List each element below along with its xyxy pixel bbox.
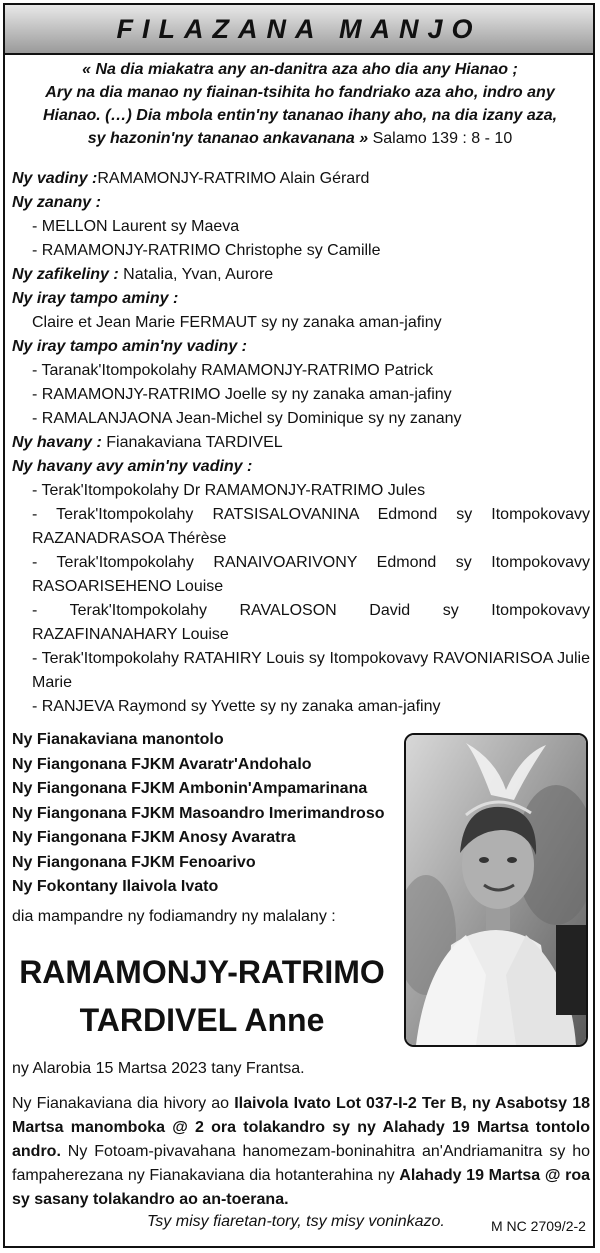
notice-header bbox=[5, 5, 593, 55]
spouse-relative-entry: - Terak'Itompokolahy Dr RAMAMONJY-RATRIMO Jules bbox=[32, 482, 426, 499]
bible-quote bbox=[12, 58, 588, 150]
details-text: Ny Fianakaviana dia hivory ao bbox=[12, 1095, 235, 1112]
children-label: Ny zanany : bbox=[12, 194, 101, 211]
organization-entry: Ny Fokontany Ilaivola Ivato bbox=[12, 878, 219, 895]
organization-entry: Ny Fiangonana FJKM Ambonin'Ampamarinana bbox=[12, 780, 368, 797]
deceased-name-line2: TARDIVEL Anne bbox=[79, 1002, 325, 1038]
siblings-label: Ny iray tampo aminy : bbox=[12, 290, 179, 307]
family-list bbox=[12, 167, 590, 719]
notice-title: FILAZANA MANJO bbox=[116, 13, 482, 44]
husband-label: Ny vadiny : bbox=[12, 170, 98, 187]
relatives-label: Ny havany : bbox=[12, 434, 102, 451]
grandchildren-label: Ny zafikeliny : bbox=[12, 266, 119, 283]
husband-name: RAMAMONJY-RATRIMO Alain Gérard bbox=[97, 170, 370, 187]
spouse-siblings-label: Ny iray tampo amin'ny vadiny : bbox=[12, 338, 247, 355]
spouse-relative-entry: - Terak'Itompokolahy RATSISALOVANINA Edmond sy Itompokovavy RAZANADRASOA Thérèse bbox=[32, 506, 590, 547]
spouse-sibling-entry: - RAMALANJAONA Jean-Michel sy Dominique sy ny zanany bbox=[32, 410, 462, 427]
funeral-details bbox=[12, 1092, 590, 1212]
quote-line: Hianao. (…) Dia mbola entin'ny tananao ihany aho, na dia izany aza, bbox=[42, 107, 558, 124]
spouse-relative-entry: - Terak'Itompokolahy RATAHIRY Louis sy Itompokovavy RAVONIARISOA Julie Marie bbox=[32, 650, 590, 691]
details-bold: Alahady 19 Martsa @ roa sy sasany tolakandro ao an-toerana. bbox=[12, 1167, 590, 1208]
organization-entry: Ny Fianakaviana manontolo bbox=[12, 731, 224, 748]
announcement-lead: dia mampandre ny fodiamandry ny malalany : bbox=[12, 908, 336, 925]
spouse-relatives-label: Ny havany avy amin'ny vadiny : bbox=[12, 458, 253, 475]
spouse-relative-entry: - Terak'Itompokolahy RAVALOSON David sy Itompokovavy RAZAFINANAHARY Louise bbox=[32, 602, 590, 643]
details-bold: Ilaivola Ivato Lot 037-I-2 Ter B, ny Asabotsy 18 Martsa manomboka @ 2 ora tolakandro sy ny Alahady 19 Martsa tontolo andro. bbox=[12, 1095, 591, 1160]
quote-reference: Salamo 139 : 8 - 10 bbox=[372, 130, 513, 147]
relatives-names: Fianakaviana TARDIVEL bbox=[106, 434, 283, 451]
spouse-sibling-entry: - Taranak'Itompokolahy RAMAMONJY-RATRIMO Patrick bbox=[32, 362, 434, 379]
closing-note: Tsy misy fiaretan-tory, tsy misy voninkazo. bbox=[147, 1213, 445, 1230]
organization-entry: Ny Fiangonana FJKM Fenoarivo bbox=[12, 853, 256, 871]
reference-code: M NC 2709/2-2 bbox=[491, 1218, 586, 1234]
spouse-relative-entry: - RANJEVA Raymond sy Yvette sy ny zanaka aman-jafiny bbox=[32, 698, 441, 715]
spouse-sibling-entry: - RAMAMONJY-RATRIMO Joelle sy ny zanaka aman-jafiny bbox=[32, 386, 452, 403]
deceased-name-line1: RAMAMONJY-RATRIMO bbox=[19, 954, 385, 990]
quote-line: sy hazonin'ny tananao ankavanana » bbox=[87, 130, 369, 147]
organization-entry: Ny Fiangonana FJKM Avaratr'Andohalo bbox=[12, 755, 312, 773]
portrait-photo bbox=[404, 733, 588, 1047]
portrait-image bbox=[406, 735, 586, 1045]
child-entry: - MELLON Laurent sy Maeva bbox=[32, 218, 240, 235]
sibling-entry: Claire et Jean Marie FERMAUT sy ny zanaka aman-jafiny bbox=[32, 314, 442, 331]
child-entry: - RAMAMONJY-RATRIMO Christophe sy Camille bbox=[32, 242, 381, 259]
grandchildren-names: Natalia, Yvan, Aurore bbox=[123, 266, 274, 283]
quote-line: Ary na dia manao ny fiainan-tsihita ho fandriako aza aho, indro any bbox=[45, 84, 555, 101]
organization-entry: Ny Fiangonana FJKM Anosy Avaratra bbox=[12, 829, 296, 846]
details-text: Ny Fotoam-pivavahana hanomezam-boninahitra an'Andriamanitra sy ho fampaherezana ny Fianakaviana dia hotanterahina ny bbox=[12, 1143, 590, 1184]
organizations-list bbox=[12, 728, 385, 900]
organization-entry: Ny Fiangonana FJKM Masoandro Imerimandroso bbox=[12, 804, 385, 822]
spouse-relative-entry: - Terak'Itompokolahy RANAIVOARIVONY Edmond sy Itompokovavy RASOARISEHENO Louise bbox=[32, 554, 590, 595]
death-date: ny Alarobia 15 Martsa 2023 tany Frantsa. bbox=[12, 1060, 305, 1077]
quote-line: « Na dia miakatra any an-danitra aza aho dia any Hianao ; bbox=[82, 61, 518, 78]
